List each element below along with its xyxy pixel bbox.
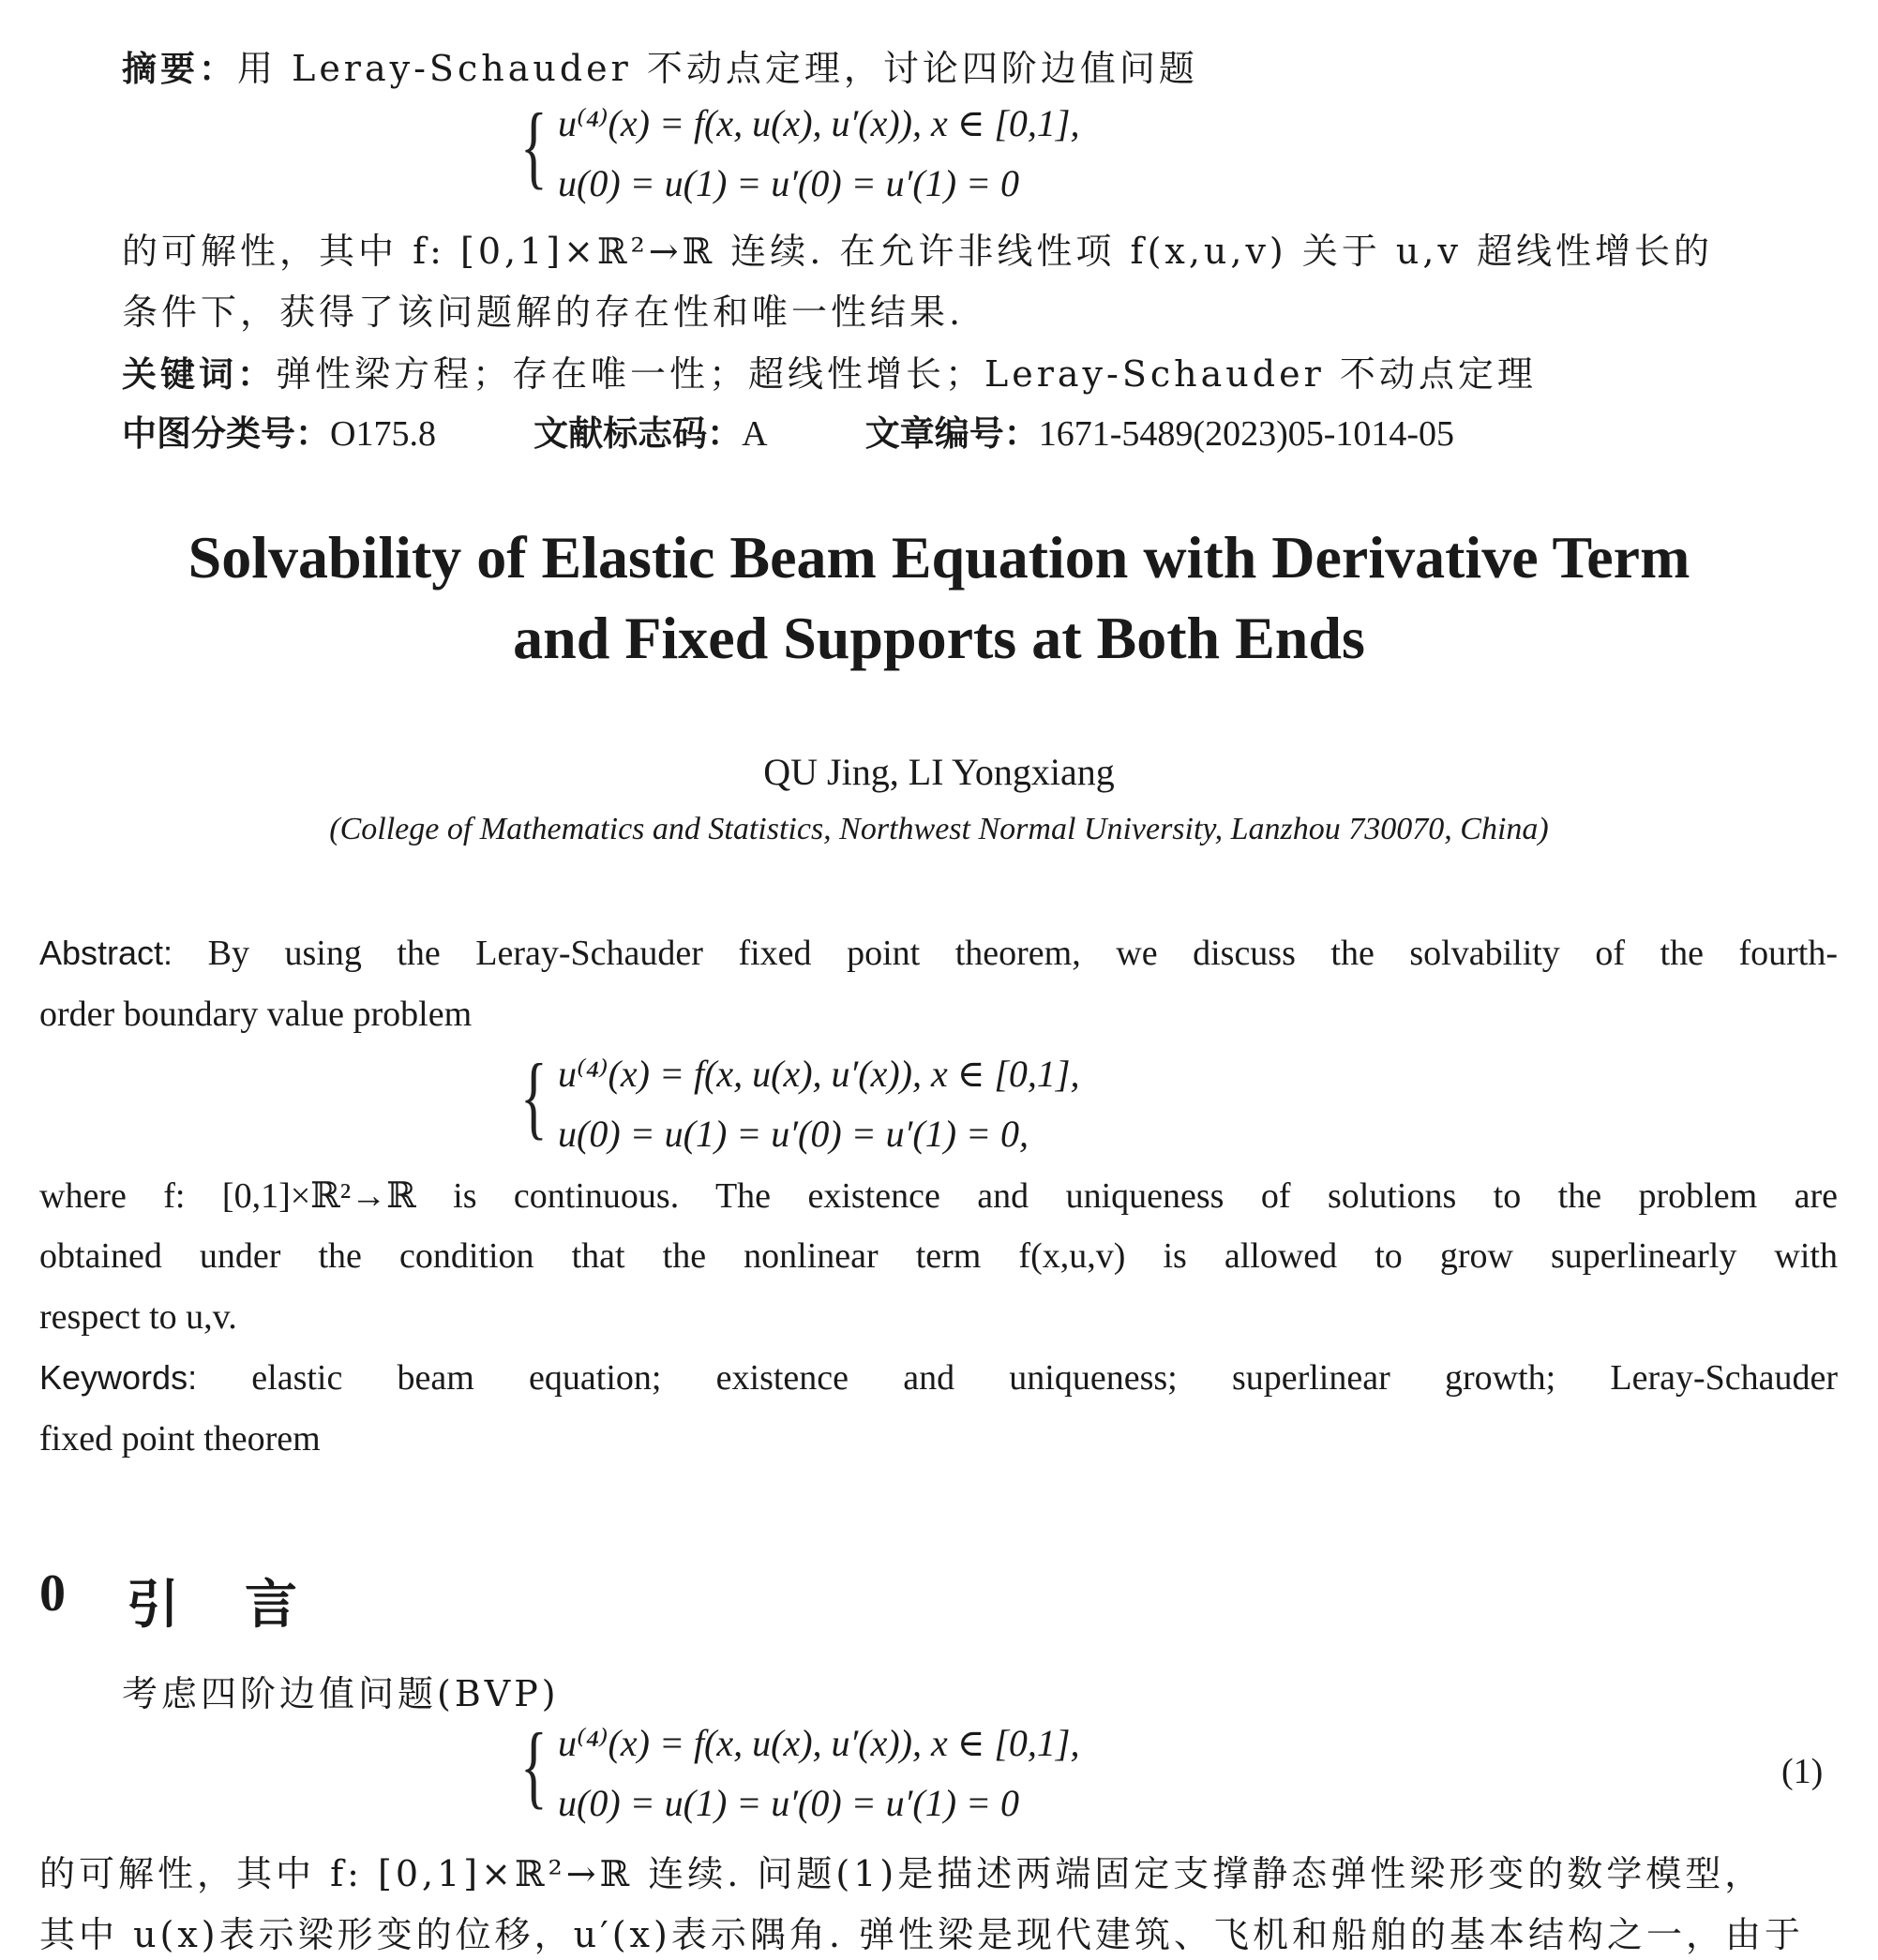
cn-keywords-label: 关键词：: [122, 354, 276, 395]
section-number: 0: [39, 1564, 66, 1623]
article-number-value: 1671-5489(2023)05-1014-05: [1038, 414, 1455, 454]
en-equation-line-2: u(0) = u(1) = u′(0) = u′(1) = 0,: [558, 1113, 1029, 1155]
cn-abstract-intro: 用 Leray-Schauder 不动点定理，讨论四阶边值问题: [237, 48, 1198, 89]
clc-value: O175.8: [330, 414, 436, 454]
en-abstract-text-3: where f: [0,1]×ℝ²→ℝ is continuous. The existence and uniqueness of solutions to the problem are: [39, 1176, 1838, 1216]
cn-keywords-text: 弹性梁方程；存在唯一性；超线性增长；Leray-Schauder 不动点定理: [276, 353, 1537, 395]
cn-abstract-label: 摘要：: [122, 49, 237, 89]
equation-number: (1): [1781, 1752, 1824, 1791]
en-abstract-label: Abstract:: [39, 934, 173, 972]
equation-brace: {: [520, 1044, 548, 1148]
en-abstract-line-1: [39, 933, 1838, 974]
bvp-equation-line-1: u⁽⁴⁾(x) = f(x, u(x), u′(x)), x ∈ [0,1],: [558, 1722, 1080, 1764]
paper-title-line-2: and Fixed Supports at Both Ends: [513, 605, 1365, 671]
en-keywords-text-1: elastic beam equation; existence and uniqueness; superlinear growth; Leray-Schauder: [251, 1358, 1839, 1398]
equation-brace: {: [520, 1713, 548, 1818]
classification-line: [122, 405, 1454, 456]
cn-equation-line-2: u(0) = u(1) = u′(0) = u′(1) = 0: [558, 162, 1020, 204]
article-number-label: 文章编号：: [864, 413, 1039, 454]
bvp-equation-line-2: u(0) = u(1) = u′(0) = u′(1) = 0: [558, 1782, 1020, 1824]
clc-label: 中图分类号：: [122, 413, 330, 454]
cn-abstract-text-2: 条件下，获得了该问题解的存在性和唯一性结果.: [122, 292, 965, 333]
en-abstract-text-4: obtained under the condition that the nonlinear term f(x,u,v) is allowed to grow superlinearly with: [39, 1236, 1838, 1276]
section-intro: 考虑四阶边值问题(BVP): [122, 1673, 560, 1714]
en-abstract-text-5: respect to u,v.: [39, 1297, 237, 1337]
en-keywords-label: Keywords:: [39, 1358, 198, 1397]
equation-brace: {: [520, 94, 548, 198]
affiliation: (College of Mathematics and Statistics, Northwest Normal University, Lanzhou 730070, China): [329, 812, 1549, 846]
en-keywords-line-1: [39, 1357, 1838, 1399]
section-text-2: 其中 u(x)表示梁形变的位移，u′(x)表示隅角. 弹性梁是现代建筑、飞机和船舶的基本结构之一，由于: [39, 1914, 1804, 1955]
cn-equation-line-1: u⁽⁴⁾(x) = f(x, u(x), u′(x)), x ∈ [0,1],: [558, 102, 1080, 144]
cn-abstract-intro-line: [122, 39, 1198, 91]
cn-keywords: [122, 345, 1537, 396]
section-heading: 引 言: [127, 1577, 310, 1635]
doc-code-label: 文献标志码：: [533, 413, 743, 454]
authors: QU Jing, LI Yongxiang: [763, 751, 1115, 793]
section-text-1: 的可解性，其中 f: [0,1]×ℝ²→ℝ 连续. 问题(1)是描述两端固定支撑静态弹性梁形变的数学模型，: [39, 1853, 1765, 1894]
paper-title-line-1: Solvability of Elastic Beam Equation with Derivative Term: [188, 524, 1690, 591]
doc-code-value: A: [742, 414, 768, 454]
en-abstract-text-2: order boundary value problem: [39, 995, 473, 1034]
en-keywords-text-2: fixed point theorem: [39, 1419, 321, 1459]
en-abstract-text-1: By using the Leray-Schauder fixed point theorem, we discuss the solvability of the fourth-: [207, 934, 1838, 973]
en-equation-line-1: u⁽⁴⁾(x) = f(x, u(x), u′(x)), x ∈ [0,1],: [558, 1053, 1080, 1095]
cn-abstract-text-1: 的可解性，其中 f: [0,1]×ℝ²→ℝ 连续. 在允许非线性项 f(x,u,v) 关于 u,v 超线性增长的: [122, 231, 1714, 272]
